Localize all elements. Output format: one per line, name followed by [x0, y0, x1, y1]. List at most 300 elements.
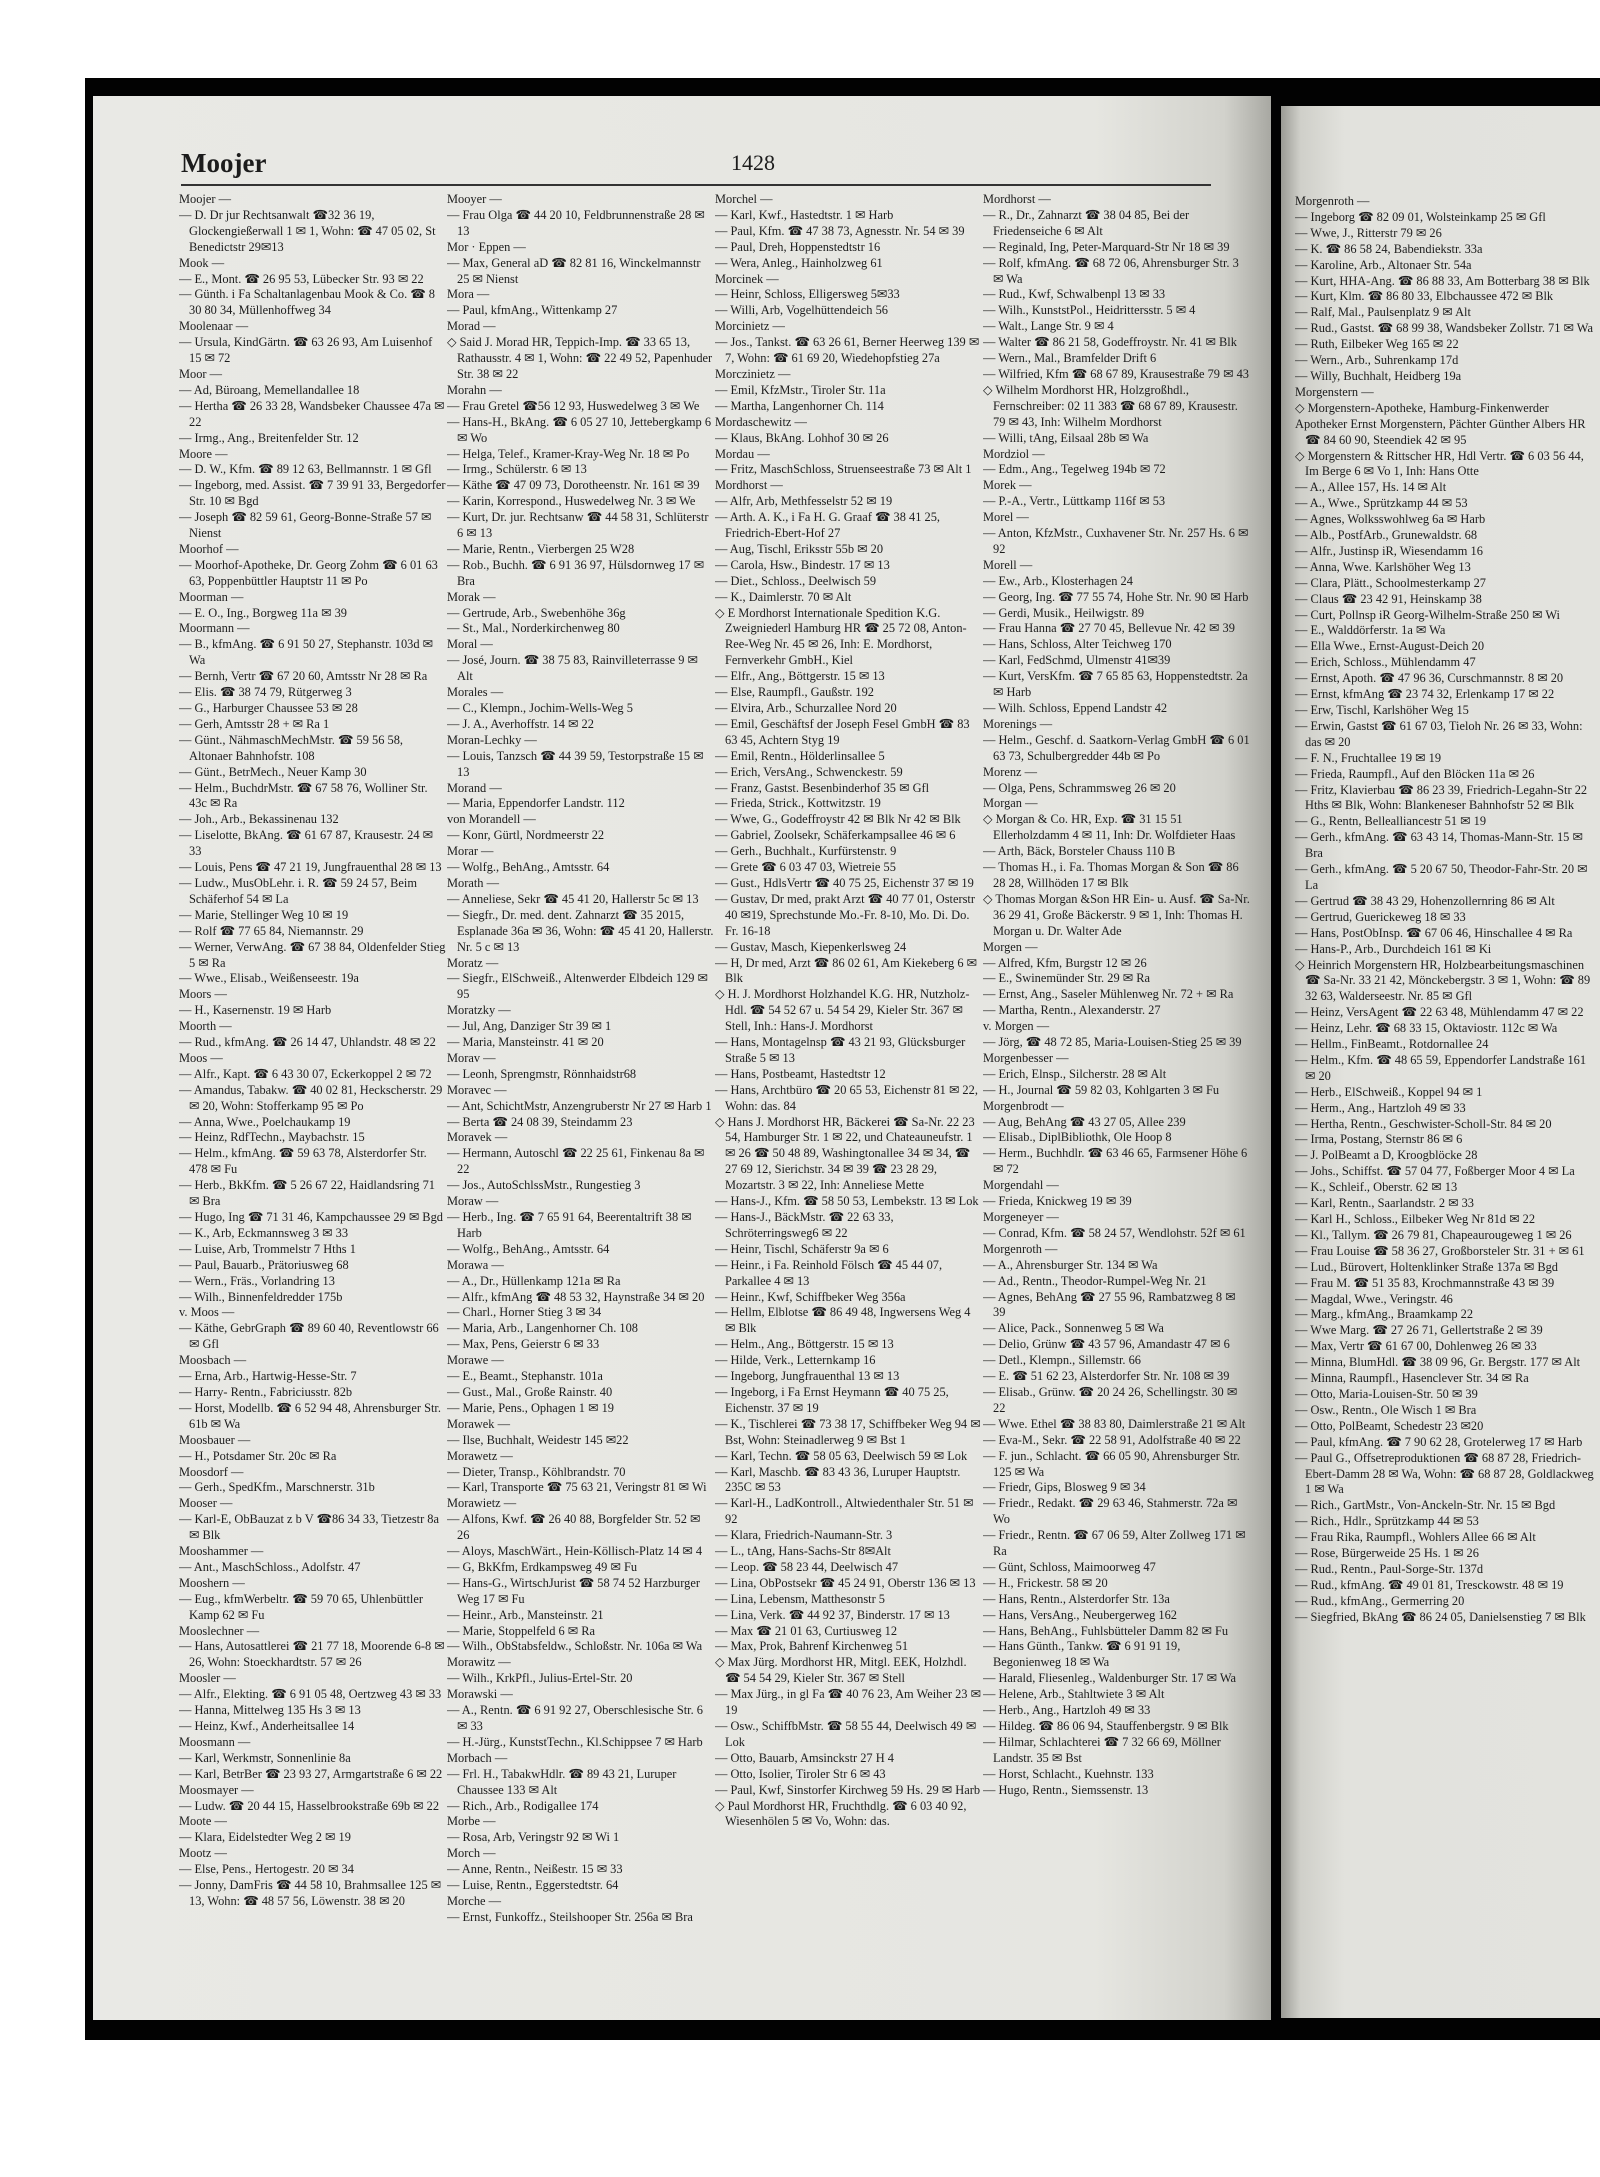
directory-entry: — Lina, Verk. ☎ 44 92 37, Binderstr. 17 ✉ 13	[715, 1607, 950, 1622]
directory-entry: — Gustav, Dr med, prakt Arzt ☎ 40 77 01, Osterstr 40 ✉19, Sprechstunde Mo.-Fr. 8-10, Mo. Di. Do. Fr. 16-18	[715, 891, 975, 938]
directory-entry: — Frau Rika, Raumpfl., Wohlers Allee 66 ✉ Alt	[1295, 1530, 1536, 1545]
directory-entry: Moosler —	[179, 1671, 236, 1686]
directory-entry: — Hertha ☎ 26 33 28, Wandsbeker Chaussee 47a ✉ 22	[179, 398, 445, 429]
directory-entry: — Irmg., Ang., Breitenfelder Str. 12	[179, 430, 359, 445]
directory-entry: Morawa —	[447, 1257, 504, 1272]
directory-entry: — Helm., BuchdrMstr. ☎ 67 58 76, Wolliner Str. 43c ✉ Ra	[179, 780, 428, 811]
directory-entry: — Kurt, Klm. ☎ 86 80 33, Elbchaussee 472 ✉ Blk	[1295, 289, 1554, 304]
directory-entry: — Hans-G., WirtschJurist ☎ 58 74 52 Harzburger Weg 17 ✉ Fu	[447, 1575, 700, 1606]
directory-entry: — Fritz, Klavierbau ☎ 86 23 39, Friedrich-Legahn-Str 22 Hths ✉ Blk, Wohn: Blankeneser Bahnhofstr 52 ✉ Blk	[1295, 782, 1588, 813]
directory-entry: — Wwe, G., Godeffroystr 42 ✉ Blk Nr 42 ✉ Blk	[715, 812, 961, 827]
directory-entry: Morawski —	[447, 1687, 513, 1702]
directory-entry: Moojer —	[179, 192, 231, 206]
directory-column-1	[179, 192, 447, 2000]
directory-entry: — Erich, VersAng., Schwenckestr. 59	[715, 764, 903, 779]
directory-entry: — Jos., Tankst. ☎ 63 26 61, Berner Heerweg 139 ✉ 7, Wohn: ☎ 61 69 20, Wiedehopfstieg 27a	[715, 335, 980, 366]
directory-entry: — Agnes, BehAng ☎ 27 55 96, Rambatzweg 8 ✉ 39	[983, 1289, 1236, 1320]
directory-entry: — Irma, Postang, Sternstr 86 ✉ 6	[1295, 1132, 1463, 1147]
directory-entry: Mor · Eppen —	[447, 239, 526, 254]
directory-entry: — Aug, Tischl, Eriksstr 55b ✉ 20	[715, 541, 884, 556]
directory-entry: — Hans-J., Kfm. ☎ 58 50 53, Lembekstr. 13 ✉ Lok	[715, 1194, 979, 1209]
directory-entry: — Leop. ☎ 58 23 44, Deelwisch 47	[715, 1559, 899, 1574]
directory-entry: Moolenaar —	[179, 319, 249, 334]
directory-entry: — Karl-E, ObBauzat z b V ☎86 34 33, Tietzestr 8a ✉ Blk	[179, 1512, 439, 1543]
directory-entry: — Arth, Bäck, Borsteler Chauss 110 B	[983, 844, 1176, 859]
directory-entry: — Amandus, Tabakw. ☎ 40 02 81, Heckscherstr. 29 ✉ 20, Wohn: Stofferkamp 95 ✉ Po	[179, 1082, 443, 1113]
directory-entry: — Olga, Pens, Schrammsweg 26 ✉ 20	[983, 780, 1176, 795]
directory-entry: — Louis, Pens ☎ 47 21 19, Jungfrauenthal 28 ✉ 13	[179, 860, 442, 875]
directory-entry: — Ludw. ☎ 20 44 15, Hasselbrookstraße 69b ✉ 22	[179, 1798, 440, 1813]
directory-entry: Moorhof —	[179, 541, 239, 556]
directory-entry: ◇ Heinrich Morgenstern HR, Holzbearbeitungsmaschinen ☎ Sa-Nr. 33 21 42, Mönckebergstr. 3 ✉ 1, Wohn: ☎ 89 32 63, Walderseestr. Nr. 85 ✉ Gfl	[1295, 957, 1591, 1004]
directory-entry: — Gertrude, Arb., Swebenhöhe 36g	[447, 605, 626, 620]
directory-entry: Morbach —	[447, 1750, 508, 1765]
directory-entry: — Wwe. Ethel ☎ 38 83 80, Daimlerstraße 21 ✉ Alt	[983, 1416, 1246, 1431]
directory-entry: — Hugo, Ing ☎ 71 31 46, Kampchaussee 29 ✉ Bgd	[179, 1210, 443, 1224]
directory-entry: — Alfr., Justinsp iR, Wiesendamm 16	[1295, 543, 1483, 558]
directory-entry: Moral —	[447, 637, 493, 652]
directory-entry: — Wilh., KunststPol., Heidrittersstr. 5 ✉ 4	[983, 303, 1196, 318]
directory-entry: — Hilde, Verk., Letternkamp 16	[715, 1353, 876, 1368]
directory-entry: — Frau Gretel ☎56 12 93, Huswedelweg 3 ✉ We	[447, 398, 700, 413]
directory-entry: Mordhorst —	[983, 192, 1051, 206]
directory-entry: — Marie, Pens., Ophagen 1 ✉ 19	[447, 1400, 614, 1415]
directory-entry: — Detl., Klempn., Sillemstr. 66	[983, 1353, 1141, 1368]
directory-entry: — Georg, Ing. ☎ 77 55 74, Hohe Str. Nr. 90 ✉ Harb	[983, 589, 1249, 604]
directory-entry: — Karl H., Schloss., Eilbeker Weg Nr 81d ✉ 22	[1295, 1212, 1536, 1226]
directory-entry: — H., Kasernenstr. 19 ✉ Harb	[179, 1003, 332, 1018]
directory-entry: — Siegfr., Dr. med. dent. Zahnarzt ☎ 35 2015, Esplanade 36a ✉ 36, Wohn: ☎ 45 41 20, Hallerstr. Nr. 5 c ✉ 13	[447, 907, 714, 954]
directory-entry: — Otto, Bauarb, Amsinckstr 27 H 4	[715, 1750, 894, 1765]
directory-entry: — Paul, Dreh, Hoppenstedtstr 16	[715, 239, 881, 254]
directory-entry: — Liselotte, BkAng. ☎ 61 67 87, Krausestr. 24 ✉ 33	[179, 828, 433, 859]
directory-entry: — Luise, Arb, Trommelstr 7 Hths 1	[179, 1241, 356, 1256]
directory-entry: — Heinz, Lehr. ☎ 68 33 15, Oktaviostr. 112c ✉ Wa	[1295, 1021, 1558, 1036]
directory-entry: — Edm., Ang., Tegelweg 194b ✉ 72	[983, 462, 1166, 477]
directory-entry: Morgenroth —	[1295, 194, 1370, 208]
directory-entry: — Hans-P., Arb., Durchdeich 161 ✉ Ki	[1295, 941, 1492, 956]
directory-entry: Morgenbesser —	[983, 1050, 1069, 1065]
directory-entry: — H., Journal ☎ 59 82 03, Kohlgarten 3 ✉ Fu	[983, 1082, 1220, 1097]
directory-entry: — Kurt, VersKfm. ☎ 7 65 85 63, Hoppenstedtstr. 2a ✉ Harb	[983, 669, 1248, 700]
directory-entry: — Joh., Arb., Bekassinenau 132	[179, 812, 339, 827]
directory-entry: Morgendahl —	[983, 1178, 1059, 1193]
directory-entry: — Ingeborg ☎ 82 09 01, Wolsteinkamp 25 ✉ Gfl	[1295, 209, 1546, 224]
directory-entry: Moorman —	[179, 589, 244, 604]
directory-entry: — Konr, Gürtl, Nordmeerstr 22	[447, 828, 605, 843]
directory-entry: — Agnes, Wolksswohlweg 6a ✉ Harb	[1295, 512, 1486, 527]
directory-entry: — Anna, Wwe., Poelchaukamp 19	[179, 1114, 351, 1129]
directory-entry: Morawe —	[447, 1353, 504, 1368]
directory-entry: — Gust., Mal., Große Rainstr. 40	[447, 1384, 613, 1399]
directory-entry: — Leonh, Sprengmstr, Rönnhaidstr68	[447, 1066, 637, 1081]
directory-entry: — Käthe, GebrGraph ☎ 89 60 40, Reventlowstr 66 ✉ Gfl	[179, 1321, 439, 1352]
directory-entry: — Wern., Fräs., Vorlandring 13	[179, 1273, 335, 1288]
directory-entry: — Helene, Arb., Stahltwiete 3 ✉ Alt	[983, 1687, 1165, 1702]
directory-entry: — Hans, Schloss, Alter Teichweg 170	[983, 637, 1172, 652]
directory-entry: — Max, Vertr ☎ 61 67 00, Dohlenweg 26 ✉ 33	[1295, 1339, 1537, 1354]
directory-entry: — Ingeborg, i Fa Ernst Heymann ☎ 40 75 25, Eichenstr. 37 ✉ 19	[715, 1384, 949, 1415]
directory-entry: — Aloys, MaschWärt., Hein-Köllisch-Platz 14 ✉ 4	[447, 1544, 703, 1559]
directory-entry: — Paul, kfmAng. ☎ 7 90 62 28, Grotelerweg 17 ✉ Harb	[1295, 1434, 1583, 1449]
directory-entry: — Helm., kfmAng. ☎ 59 63 78, Alsterdorfer Str. 478 ✉ Fu	[179, 1146, 427, 1177]
directory-entry: — Curt, Pollnsp iR Georg-Wilhelm-Straße 250 ✉ Wi	[1295, 607, 1560, 622]
directory-entry: Morenings —	[983, 716, 1053, 731]
directory-entry: — Ant., MaschSchloss., Adolfstr. 47	[179, 1559, 361, 1574]
directory-entry: — Martha, Rentn., Alexanderstr. 27	[983, 1003, 1161, 1018]
directory-entry: — H.-Jürg., KunststTechn., Kl.Schippsee 7 ✉ Harb	[447, 1734, 703, 1749]
directory-entry: — R., Dr., Zahnarzt ☎ 38 04 85, Bei der Friedenseiche 6 ✉ Alt	[983, 207, 1190, 238]
directory-entry: — E. ☎ 51 62 23, Alsterdorfer Str. Nr. 108 ✉ 39	[983, 1369, 1230, 1384]
directory-entry: — Ernst, Ang., Saseler Mühlenweg Nr. 72 + ✉ Ra	[983, 987, 1234, 1002]
directory-entry: — Herb., BkKfm. ☎ 5 26 67 22, Haidlandsring 71 ✉ Bra	[179, 1178, 435, 1209]
directory-entry: Moorth —	[179, 1019, 232, 1034]
directory-entry: — Johs., Schiffst. ☎ 57 04 77, Foßberger Moor 4 ✉ La	[1295, 1164, 1575, 1179]
directory-entry: Morche —	[447, 1893, 502, 1908]
directory-entry: — Magdal, Wwe., Veringstr. 46	[1295, 1291, 1453, 1306]
directory-entry: — Harald, Fliesenleg., Waldenburger Str. 17 ✉ Wa	[983, 1671, 1237, 1686]
directory-entry: — Hugo, Rentn., Siemssenstr. 13	[983, 1782, 1149, 1797]
directory-entry: — F. N., Fruchtallee 19 ✉ 19	[1295, 750, 1442, 765]
directory-entry: Morand —	[447, 780, 502, 795]
right-page	[1281, 106, 1600, 2018]
directory-entry: — Jul, Ang, Danziger Str 39 ✉ 1	[447, 1019, 612, 1034]
directory-entry: Moosmann —	[179, 1734, 251, 1749]
directory-entry: — Hanna, Mittelweg 135 Hs 3 ✉ 13	[179, 1703, 361, 1718]
directory-entry: Mora —	[447, 287, 490, 302]
directory-entry: Apotheker Ernst Morgenstern, Pächter Günther Albers HR ☎ 84 60 90, Steendiek 42 ✉ 95	[1295, 416, 1586, 447]
directory-entry: Moraw —	[447, 1194, 499, 1209]
directory-entry: — Frieda, Raumpfl., Auf den Blöcken 11a ✉ 26	[1295, 766, 1535, 781]
page-title: Moojer	[181, 148, 267, 178]
directory-entry: — Erw, Tischl, Karlshöher Weg 15	[1295, 703, 1469, 717]
directory-entry: — Ernst, Funkoffz., Steilshooper Str. 256a ✉ Bra	[447, 1909, 693, 1924]
directory-entry: — Helm., Kfm. ☎ 48 65 59, Eppendorfer Landstraße 161 ✉ 20	[1295, 1052, 1587, 1083]
directory-entry: — Rud., Rentn., Paul-Sorge-Str. 137d	[1295, 1561, 1484, 1576]
directory-entry: — Friedr, Gips, Blosweg 9 ✉ 34	[983, 1480, 1146, 1495]
directory-entry: — E., Beamt., Stephanstr. 101a	[447, 1369, 603, 1384]
directory-entry: Mook —	[179, 255, 225, 270]
directory-entry: — Else, Raumpfl., Gaußstr. 192	[715, 685, 874, 700]
directory-entry: — Rich., GartMstr., Von-Anckeln-Str. Nr. 15 ✉ Bgd	[1295, 1498, 1556, 1513]
directory-entry: Moran-Lechky —	[447, 732, 537, 747]
directory-entry: — L., tAng, Hans-Sachs-Str 8✉Alt	[715, 1544, 891, 1559]
directory-entry: Morchel —	[715, 192, 773, 206]
directory-entry: Morawietz —	[447, 1496, 517, 1511]
directory-entry: — Maria, Eppendorfer Landstr. 112	[447, 796, 625, 811]
directory-entry: — Marie, Rentn., Vierbergen 25 W28	[447, 541, 635, 556]
directory-entry: — Marie, Stoppelfeld 6 ✉ Ra	[447, 1623, 596, 1638]
directory-entry: — Rud., kfmAng. ☎ 49 01 81, Tresckowstr. 48 ✉ 19	[1295, 1577, 1564, 1592]
directory-entry: — Wwe Marg. ☎ 27 26 71, Gellertstraße 2 ✉ 39	[1295, 1323, 1543, 1338]
directory-entry: Moosmayer —	[179, 1782, 254, 1797]
directory-entry: — Rud., kfmAng., Germerring 20	[1295, 1593, 1465, 1608]
directory-entry: — Friedr., Redakt. ☎ 29 63 46, Stahmerstr. 72a ✉ Wo	[983, 1496, 1238, 1527]
directory-entry: Morgenstern —	[1295, 384, 1374, 399]
directory-entry: — Clara, Plätt., Schoolmesterkamp 27	[1295, 575, 1486, 590]
directory-entry: — E. O., Ing., Borgweg 11a ✉ 39	[179, 605, 347, 620]
directory-entry: — Karl, Werkmstr, Sonnenlinie 8a	[179, 1750, 351, 1765]
directory-entry: Morek —	[983, 478, 1032, 493]
directory-entry: — Ew., Arb., Klosterhagen 24	[983, 573, 1133, 588]
directory-entry: — Else, Pens., Hertogestr. 20 ✉ 34	[179, 1862, 354, 1877]
directory-entry: — Gertrud, Guerickeweg 18 ✉ 33	[1295, 909, 1466, 924]
directory-entry: — Frau Hanna ☎ 27 70 45, Bellevue Nr. 42 ✉ 39	[983, 621, 1235, 636]
directory-entry: — Herb., Ang., Hartzloh 49 ✉ 33	[983, 1703, 1151, 1718]
directory-entry: — Horst, Schlacht., Kuehnstr. 133	[983, 1766, 1154, 1781]
directory-entry: — Wern., Mal., Bramfelder Drift 6	[983, 351, 1157, 366]
directory-entry: Morgan —	[983, 796, 1038, 811]
directory-entry: — Jonny, DamFris ☎ 44 58 10, Brahmsallee 125 ✉ 13, Wohn: ☎ 48 57 56, Löwenstr. 38 ✉ 20	[179, 1878, 442, 1908]
directory-entry: von Morandell —	[447, 812, 536, 827]
directory-entry: — Herb., Ing. ☎ 7 65 91 64, Beerentaltrift 38 ✉ Harb	[447, 1210, 692, 1240]
directory-entry: — Friedr., Rentn. ☎ 67 06 59, Alter Zollweg 171 ✉ Ra	[983, 1528, 1246, 1559]
directory-entry: — Alfr., Elekting. ☎ 6 91 05 48, Oertzweg 43 ✉ 33	[179, 1687, 442, 1702]
directory-entry: — Arth. A. K., i Fa H. G. Graaf ☎ 38 41 25, Friedrich-Ebert-Hof 27	[715, 510, 941, 541]
directory-entry: — K., Schleif., Oberstr. 62 ✉ 13	[1295, 1180, 1458, 1195]
directory-column-right	[1295, 194, 1595, 1998]
directory-entry: — Elis. ☎ 38 74 79, Rütgerweg 3	[179, 685, 352, 700]
directory-entry: Mordaschewitz —	[715, 414, 807, 429]
directory-entry: — Alice, Pack., Sonnenweg 5 ✉ Wa	[983, 1321, 1164, 1336]
directory-entry: — Marg., kfmAng., Braamkamp 22	[1295, 1307, 1474, 1322]
directory-entry: — Gerh., Buchhalt., Kurfürstenstr. 9	[715, 844, 897, 859]
left-page	[93, 96, 1271, 2020]
directory-entry: — Karl, Kwf., Hastedtstr. 1 ✉ Harb	[715, 207, 894, 222]
directory-entry: — Claus ☎ 23 42 91, Heinskamp 38	[1295, 591, 1482, 606]
directory-entry: — Alfons, Kwf. ☎ 26 40 88, Borgfelder Str. 52 ✉ 26	[447, 1512, 701, 1543]
directory-entry: Morell —	[983, 557, 1033, 572]
directory-entry: — Anna, Wwe. Karlshöher Weg 13	[1295, 559, 1471, 574]
directory-entry: — Rich., Arb., Rodigallee 174	[447, 1798, 599, 1813]
directory-entry: Mordziol —	[983, 446, 1045, 461]
directory-entry: — Helm., Ang., Böttgerstr. 15 ✉ 13	[715, 1337, 894, 1352]
directory-entry: — Rosa, Arb, Veringstr 92 ✉ Wi 1	[447, 1830, 620, 1845]
directory-entry: Moor —	[179, 366, 223, 381]
directory-entry: — Rud., Kwf, Schwalbenpl 13 ✉ 33	[983, 287, 1166, 302]
directory-entry: ◇ Morgan & Co. HR, Exp. ☎ 31 15 51 Ellerholzdamm 4 ✉ 11, Inh: Dr. Wolfdieter Haas	[983, 812, 1236, 843]
directory-entry: — Ralf, Mal., Paulsenplatz 9 ✉ Alt	[1295, 305, 1471, 320]
directory-entry: — P.-A., Vertr., Lüttkamp 116f ✉ 53	[983, 494, 1166, 509]
directory-entry: Morath —	[447, 875, 499, 890]
directory-entry: — Bernh, Vertr ☎ 67 20 60, Amtsstr Nr 28 ✉ Ra	[179, 669, 428, 684]
directory-entry: — Dieter, Transp., Köhlbrandstr. 70	[447, 1464, 626, 1479]
directory-entry: — Ernst, kfmAng ☎ 23 74 32, Erlenkamp 17 ✉ 22	[1295, 687, 1555, 702]
directory-entry: — Gerh., kfmAng. ☎ 63 43 14, Thomas-Mann-Str. 15 ✉ Bra	[1295, 830, 1583, 861]
directory-entry: — Max ☎ 21 01 63, Curtiusweg 12	[715, 1623, 898, 1638]
directory-entry: Morawitz —	[447, 1655, 511, 1670]
directory-entry: — Gustav, Masch, Kiepenkerlsweg 24	[715, 939, 907, 954]
directory-entry: ◇ Wilhelm Mordhorst HR, Holzgroßhdl., Fernschreiber: 02 11 383 ☎ 68 67 89, Krausestr. 79 ✉ 43, Inh: Wilhelm Mordhorst	[983, 382, 1238, 429]
directory-entry: — C., Klempn., Jochim-Wells-Weg 5	[447, 701, 633, 715]
directory-entry: — Herm., Ang., Hartzloh 49 ✉ 33	[1295, 1100, 1466, 1115]
directory-entry: — Hans-H., BkAng. ☎ 6 05 27 10, Jettebergkamp 6 ✉ Wo	[447, 414, 712, 445]
directory-entry: — Heinr., Arb., Mansteinstr. 21	[447, 1607, 604, 1622]
directory-entry: — H., Frickestr. 58 ✉ 20	[983, 1575, 1108, 1590]
directory-entry: — Lud., Bürovert, Holtenklinker Straße 137a ✉ Bgd	[1295, 1259, 1558, 1274]
directory-entry: — Käthe ☎ 47 09 73, Dorotheenstr. Nr. 161 ✉ 39	[447, 478, 700, 493]
directory-entry: — Max, Pens, Geierstr 6 ✉ 33	[447, 1337, 600, 1352]
directory-entry: v. Moos —	[179, 1305, 235, 1320]
directory-entry: — Alfr, Arb, Methfesselstr 52 ✉ 19	[715, 494, 893, 509]
directory-entry: — Max, General aD ☎ 82 81 16, Winckelmannstr 25 ✉ Nienst	[447, 255, 701, 286]
directory-entry: — Erich, Schloss., Mühlendamm 47	[1295, 655, 1476, 670]
directory-entry: — Emil, Geschäftsf der Joseph Fesel GmbH ☎ 83 63 45, Achtern Styg 19	[715, 716, 970, 747]
directory-entry: — Emil, KfzMstr., Tiroler Str. 11a	[715, 382, 886, 397]
directory-entry: Morav —	[447, 1050, 496, 1065]
directory-entry: — Klara, Eidelstedter Weg 2 ✉ 19	[179, 1830, 351, 1845]
directory-entry: Mootz —	[179, 1846, 227, 1861]
directory-entry: — Rud., Gastst. ☎ 68 99 38, Wandsbeker Zollstr. 71 ✉ Wa	[1295, 321, 1594, 336]
directory-entry: — Maria, Mansteinstr. 41 ✉ 20	[447, 1035, 604, 1050]
directory-entry: — J. PolBeamt a D, Kroogblöcke 28	[1295, 1148, 1478, 1163]
directory-entry: — Osw., Rentn., Ole Wisch 1 ✉ Bra	[1295, 1402, 1477, 1417]
directory-entry: Moosbauer —	[179, 1432, 251, 1447]
directory-entry: — D. Dr jur Rechtsanwalt ☎32 36 19, Glockengießerwall 1 ✉ 1, Wohn: ☎ 47 05 02, St Benedictstr 29✉13	[179, 207, 436, 254]
directory-entry: — Kurt, HHA-Ang. ☎ 86 88 33, Am Botterbarg 38 ✉ Blk	[1295, 273, 1590, 288]
directory-entry: — Fritz, MaschSchloss, Struenseestraße 73 ✉ Alt 1	[715, 462, 972, 477]
directory-entry: ◇ Max Jürg. Mordhorst HR, Mitgl. EEK, Holzhdl. ☎ 54 54 29, Kieler Str. 367 ✉ Stell	[715, 1655, 967, 1686]
directory-entry: Morad —	[447, 319, 496, 334]
directory-entry: — J. A., Averhoffstr. 14 ✉ 22	[447, 716, 594, 731]
directory-entry: Moratzky —	[447, 1003, 511, 1018]
directory-entry: — Ruth, Eilbeker Weg 165 ✉ 22	[1295, 337, 1459, 352]
directory-entry: — Wera, Anleg., Hainholzweg 61	[715, 255, 883, 270]
directory-entry: — Lina, Lebensm, Matthesonstr 5	[715, 1591, 885, 1606]
directory-entry: — Jos., AutoSchlssMstr., Rungestieg 3	[447, 1178, 641, 1193]
directory-entry: — Anne, Rentn., Neißestr. 15 ✉ 33	[447, 1862, 623, 1877]
directory-entry: Mooser —	[179, 1496, 233, 1511]
directory-entry: — Heinr., i Fa. Reinhold Fölsch ☎ 45 44 07, Parkallee 4 ✉ 13	[715, 1257, 943, 1288]
directory-entry: — Hilmar, Schlachterei ☎ 7 32 66 69, Möllner Landstr. 35 ✉ Bst	[983, 1734, 1221, 1765]
directory-entry: — Wwe, J., Ritterstr 79 ✉ 26	[1295, 225, 1442, 240]
directory-entry: — Anneliese, Sekr ☎ 45 41 20, Hallerstr 5c ✉ 13	[447, 891, 699, 906]
directory-entry: — Max, Prok, Bahrenf Kirchenweg 51	[715, 1639, 909, 1654]
directory-entry: — Alfr., Kapt. ☎ 6 43 30 07, Eckerkoppel 2 ✉ 72	[179, 1066, 432, 1081]
directory-entry: — Emil, Rentn., Hölderlinsallee 5	[715, 748, 885, 763]
directory-entry: — Helga, Telef., Kramer-Kray-Weg Nr. 18 ✉ Po	[447, 446, 690, 461]
directory-entry: — Frau Louise ☎ 58 36 27, Großborsteler Str. 31 + ✉ 61	[1295, 1243, 1585, 1258]
directory-entry: — Kl., Tallym. ☎ 26 79 81, Chapeaurougeweg 1 ✉ 26	[1295, 1227, 1572, 1242]
directory-entry: — Karl, Maschb. ☎ 83 43 36, Luruper Hauptstr. 235C ✉ 53	[715, 1464, 961, 1495]
directory-entry: — Joseph ☎ 82 59 61, Georg-Bonne-Straße 57 ✉ Nienst	[179, 510, 432, 541]
directory-entry: — Marie, Stellinger Weg 10 ✉ 19	[179, 907, 349, 922]
directory-entry: — Paul, kfmAng., Wittenkamp 27	[447, 303, 618, 318]
directory-entry: — Charl., Horner Stieg 3 ✉ 34	[447, 1305, 602, 1320]
directory-entry: — Gabriel, Zoolsekr, Schäferkampsallee 46 ✉ 6	[715, 828, 956, 843]
directory-entry: Morawek —	[447, 1416, 510, 1431]
directory-entry: — Karl, FedSchmd, Ulmenstr 41✉39	[983, 653, 1171, 668]
directory-entry: — H, Dr med, Arzt ☎ 86 02 61, Am Kiekeberg 6 ✉ Blk	[715, 955, 978, 986]
book-scan	[85, 78, 1600, 2040]
directory-entry: Morbe —	[447, 1814, 496, 1829]
directory-entry: — Wilfried, Kfm ☎ 68 67 89, Krausestraße 79 ✉ 43	[983, 366, 1249, 381]
directory-entry: — Delio, Grünw ☎ 43 57 96, Amandastr 47 ✉ 6	[983, 1337, 1230, 1352]
directory-entry: — Frieda, Strick., Kottwitzstr. 19	[715, 796, 881, 811]
directory-entry: — Ella Wwe., Ernst-August-Deich 20	[1295, 639, 1485, 654]
directory-entry: — Carola, Hsw., Bindestr. 17 ✉ 13	[715, 557, 890, 572]
directory-entry: — Erwin, Gastst ☎ 61 67 03, Tieloh Nr. 26 ✉ 33, Wohn: das ✉ 20	[1295, 718, 1583, 749]
directory-entry: ◇ E Mordhorst Internationale Spedition K.G. Zweigniederl Hamburg HR ☎ 25 72 08, Anton-Ree-Weg Nr. 45 ✉ 26, Inh: E. Mordhorst, Fernverkehr GmbH., Kiel	[715, 605, 967, 668]
directory-entry: — Berta ☎ 24 08 39, Steindamm 23	[447, 1114, 633, 1129]
directory-entry: Mordau —	[715, 446, 770, 461]
directory-entry: — Kurt, Dr. jur. Rechtsanw ☎ 44 58 31, Schlüterstr 6 ✉ 13	[447, 510, 709, 541]
directory-entry: — E., Mont. ☎ 26 95 53, Lübecker Str. 93 ✉ 22	[179, 271, 424, 286]
directory-entry: Moratz —	[447, 955, 499, 970]
directory-entry: — Ursula, KindGärtn. ☎ 63 26 93, Am Luisenhof 15 ✉ 72	[179, 335, 433, 366]
directory-entry: — Max Jürg., in gl Fa ☎ 40 76 23, Am Weiher 23 ✉ 19	[715, 1687, 981, 1718]
directory-entry: — Ingeborg, Jungfrauenthal 13 ✉ 13	[715, 1369, 900, 1384]
directory-entry: — Eva-M., Sekr. ☎ 22 58 91, Adolfstraße 40 ✉ 22	[983, 1432, 1241, 1447]
directory-entry: — Erna, Arb., Hartwig-Hesse-Str. 7	[179, 1369, 357, 1384]
directory-entry: — K., Daimlerstr. 70 ✉ Alt	[715, 589, 852, 604]
directory-entry: — Alfred, Kfm, Burgstr 12 ✉ 26	[983, 955, 1147, 970]
directory-entry: — Wilh., Binnenfeldredder 175b	[179, 1289, 343, 1304]
directory-entry: Morenz —	[983, 764, 1038, 779]
directory-entry: — G., Harburger Chaussee 53 ✉ 28	[179, 701, 358, 715]
directory-entry: Mooshammer —	[179, 1544, 264, 1559]
directory-entry: Morch —	[447, 1846, 496, 1861]
directory-entry: Morar —	[447, 844, 494, 859]
directory-entry: — Harry- Rentn., Fabriciusstr. 82b	[179, 1384, 353, 1399]
directory-entry: Morawetz —	[447, 1448, 513, 1463]
directory-entry: — Günth. i Fa Schaltanlagenbau Mook & Co. ☎ 8 30 80 34, Müllenhoffweg 34	[179, 287, 435, 318]
directory-entry: — Gertrud ☎ 38 43 29, Hohenzollernring 86 ✉ Alt	[1295, 893, 1555, 908]
directory-entry: Morcinietz —	[715, 319, 785, 334]
directory-entry: — Karl, Techn. ☎ 58 05 63, Deelwisch 59 ✉ Lok	[715, 1448, 968, 1463]
directory-entry: Moravec —	[447, 1082, 507, 1097]
directory-entry: Moosdorf —	[179, 1464, 244, 1479]
directory-entry: — Heinz, RdfTechn., Maybachstr. 15	[179, 1130, 365, 1145]
directory-entry: — Hildeg. ☎ 86 06 94, Stauffenbergstr. 9 ✉ Blk	[983, 1719, 1229, 1733]
directory-entry: Mordhorst —	[715, 478, 783, 493]
directory-entry: Morczinietz —	[715, 366, 791, 381]
directory-entry: — E., Swinemünder Str. 29 ✉ Ra	[983, 971, 1150, 986]
directory-entry: — A., Rentn. ☎ 6 91 92 27, Oberschlesische Str. 6 ✉ 33	[447, 1703, 703, 1733]
directory-entry: — Elisab., DiplBibliothk, Ole Hoop 8	[983, 1130, 1172, 1145]
directory-entry: — Heinr, Schloss, Elligersweg 5✉33	[715, 287, 900, 302]
directory-entry: — Osw., SchiffbMstr. ☎ 58 55 44, Deelwisch 49 ✉ Lok	[715, 1719, 977, 1749]
directory-entry: Moosbach —	[179, 1353, 247, 1368]
directory-entry: — Diet., Schloss., Deelwisch 59	[715, 573, 877, 588]
directory-entry: — Hans, PostObInsp. ☎ 67 06 46, Hinschallee 4 ✉ Ra	[1295, 925, 1573, 940]
directory-entry: Moos —	[179, 1050, 223, 1065]
directory-entry: — Karl, Transporte ☎ 75 63 21, Veringstr 81 ✉ Wi	[447, 1480, 707, 1495]
directory-entry: ◇ H. J. Mordhorst Holzhandel K.G. HR, Nutzholz-Hdl. ☎ 54 52 67 u. 54 54 29, Kieler Str. 367 ✉ Stell, Inh.: Hans-J. Mordhorst	[715, 987, 970, 1034]
directory-column-2	[447, 192, 715, 2000]
directory-entry: — Günt., BetrMech., Neuer Kamp 30	[179, 764, 367, 779]
directory-entry: — Heinr, Tischl, Schäferstr 9a ✉ 6	[715, 1241, 889, 1256]
directory-entry: Mooyer —	[447, 192, 502, 206]
directory-entry: — Hellm, Elblotse ☎ 86 49 48, Ingwersens Weg 4 ✉ Blk	[715, 1305, 971, 1336]
directory-entry: ◇ Morgenstern & Rittscher HR, Hdl Vertr. ☎ 6 03 56 44, Im Berge 6 ✉ Vo 1, Inh: Hans Otte	[1295, 448, 1584, 479]
directory-entry: — Ilse, Buchhalt, Weidestr 145 ✉22	[447, 1432, 629, 1447]
directory-entry: — Franz, Gastst. Besenbinderhof 35 ✉ Gfl	[715, 780, 930, 795]
directory-entry: — Elisab., Grünw. ☎ 20 24 26, Schellingstr. 30 ✉ 22	[983, 1384, 1238, 1415]
directory-entry: — Otto, Maria-Louisen-Str. 50 ✉ 39	[1295, 1386, 1478, 1401]
directory-entry: — Ingeborg, med. Assist. ☎ 7 39 91 33, Bergedorfer Str. 10 ✉ Bgd	[179, 478, 446, 509]
directory-entry: — Anton, KfzMstr., Cuxhavener Str. Nr. 257 Hs. 6 ✉ 92	[983, 526, 1249, 556]
directory-entry: — Alfr., kfmAng ☎ 48 53 32, Haynstraße 34 ✉ 20	[447, 1289, 705, 1304]
directory-entry: — K., Tischlerei ☎ 73 38 17, Schiffbeker Weg 94 ✉ Bst, Wohn: Steinadlerweg 9 ✉ Bst 1	[715, 1416, 981, 1447]
directory-entry: ◇ Hans J. Mordhorst HR, Bäckerei ☎ Sa-Nr. 22 23 54, Hamburger Str. 1 ✉ 22, und Chateauneufstr. 1 ✉ 26 ☎ 50 48 89, Washingtonallee 34 ✉ 34, ☎ 27 69 12, Sierichstr. 34 ✉ 39 ☎ 23 28 29, Mozartstr. 3 ✉ 22, Inh: Anneliese Mette	[715, 1114, 975, 1193]
directory-entry: — Gerdi, Musik., Heilwigstr. 89	[983, 605, 1145, 620]
directory-entry: — Walter ☎ 86 21 58, Godeffroystr. Nr. 41 ✉ Blk	[983, 335, 1237, 350]
directory-entry: — A., Allee 157, Hs. 14 ✉ Alt	[1295, 480, 1447, 495]
directory-entry: — Günt., NähmaschMechMstr. ☎ 59 56 58, Altonaer Bahnhofstr. 108	[179, 732, 403, 763]
directory-entry: — Elvira, Arb., Schurzallee Nord 20	[715, 701, 897, 715]
directory-entry: Moote —	[179, 1814, 227, 1829]
